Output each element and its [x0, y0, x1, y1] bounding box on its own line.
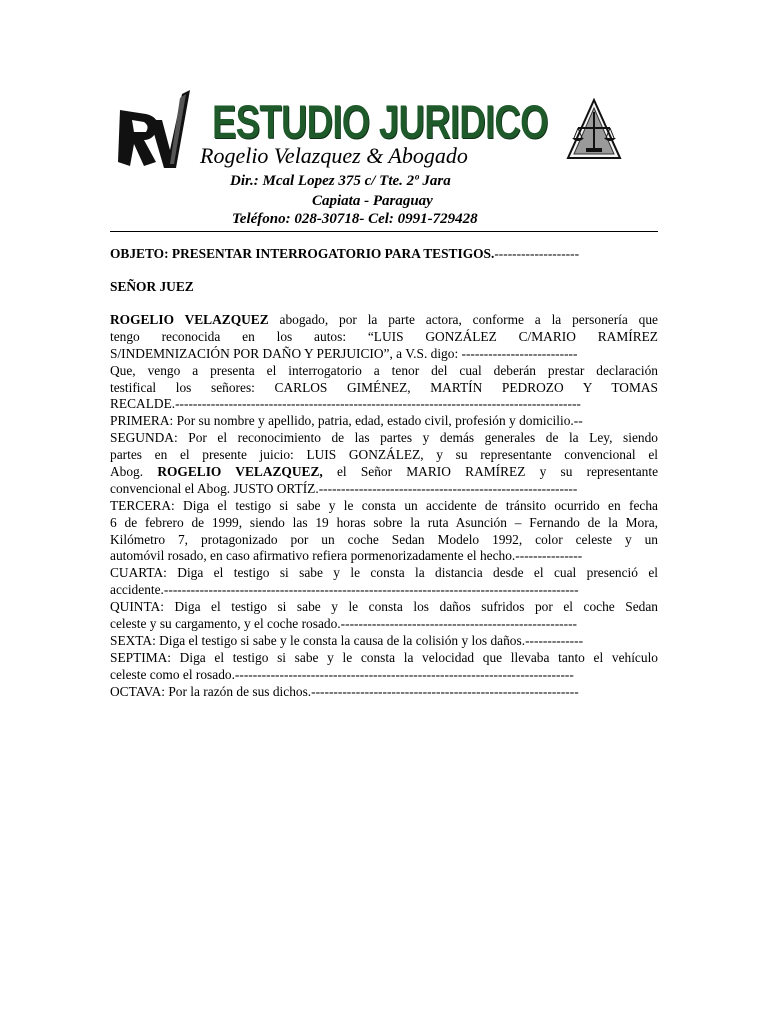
- line-text: convencional el Abog. JUSTO ORTÍZ.----------------------------------------------------------: [110, 480, 578, 496]
- line-text: celeste y su cargamento, y el coche rosado.-----------------------------------------------------: [110, 616, 577, 632]
- rv-logo: [116, 90, 194, 170]
- body-line: [110, 464, 658, 481]
- body-line: [110, 548, 658, 565]
- body-line: [110, 582, 658, 599]
- firm-subtitle: Rogelio Velazquez & Abogado: [200, 143, 468, 168]
- bold-name: ROGELIO VELAZQUEZ,: [157, 464, 323, 480]
- salutation: SEÑOR JUEZ: [110, 279, 194, 294]
- line-text: tengo reconocida en los autos: “LUIS GONZÁLEZ C/MARIO RAMÍREZ: [110, 328, 658, 344]
- line-text: SEPTIMA: Diga el testigo si sabe y le consta la velocidad que llevaba tanto el vehículo: [110, 649, 658, 665]
- line-text: SEXTA: Diga el testigo si sabe y le consta la causa de la colisión y los daños.-------------: [110, 632, 584, 648]
- line-text: celeste como el rosado.----------------------------------------------------------------------------: [110, 666, 574, 682]
- firm-address: Dir.: Mcal Lopez 375 c/ Tte. 2º Jara: [230, 173, 451, 189]
- body-line: [110, 447, 658, 464]
- body-line: [110, 650, 658, 667]
- body-line: [110, 616, 658, 633]
- body-line: [110, 667, 658, 684]
- subject-dashes: -------------------: [494, 246, 580, 261]
- line-text: CUARTA: Diga el testigo si sabe y le consta la distancia desde el cual presenció el: [110, 565, 658, 581]
- line-text: RECALDE.-------------------------------------------------------------------------------------------: [110, 396, 581, 412]
- body-line: [110, 413, 658, 430]
- body-line: [110, 380, 658, 397]
- line-text: 6 de febrero de 1999, siendo las 19 horas sobre la ruta Asunción – Fernando de la Mora,: [110, 514, 658, 530]
- firm-phones: Teléfono: 028-30718- Cel: 0991-729428: [232, 211, 478, 227]
- body-line: [110, 498, 658, 515]
- line-text: accidente.---------------------------------------------------------------------------------------------: [110, 582, 579, 598]
- line-text: testifical los señores: CARLOS GIMÉNEZ, MARTÍN PEDROZO Y TOMAS: [110, 379, 658, 395]
- body-line: [110, 312, 658, 329]
- line-text: OCTAVA: Por la razón de sus dichos.------------------------------------------------------------: [110, 683, 579, 699]
- line-text: SEGUNDA: Por el reconocimiento de las partes y demás generales de la Ley, siendo: [110, 430, 658, 446]
- scales-of-justice-icon: [566, 98, 622, 162]
- body-line: [110, 396, 658, 413]
- body-line: [110, 633, 658, 650]
- line-text: TERCERA: Diga el testigo si sabe y le consta un accidente de tránsito ocurrido en fecha: [110, 497, 658, 513]
- body-line: [110, 430, 658, 447]
- line-text: S/INDEMNIZACIÓN POR DAÑO Y PERJUICIO”, a V.S. digo: --------------------------: [110, 345, 578, 361]
- body-line: [110, 346, 658, 363]
- body-line: [110, 329, 658, 346]
- body-line: [110, 565, 658, 582]
- line-text: automóvil rosado, en caso afirmativo refiera pormenorizadamente el hecho.---------------: [110, 548, 583, 564]
- body-line: [110, 599, 658, 616]
- document-body: [110, 312, 658, 700]
- line-text: QUINTA: Diga el testigo si sabe y le consta los daños sufridos por el coche Sedan: [110, 599, 658, 615]
- body-line: [110, 363, 658, 380]
- subject-label: OBJETO: PRESENTAR INTERROGATORIO PARA TESTIGOS.: [110, 246, 495, 261]
- header-divider: [110, 231, 658, 232]
- bold-name: ROGELIO VELAZQUEZ: [110, 312, 269, 327]
- body-line: [110, 515, 658, 532]
- body-line: [110, 532, 658, 549]
- line-text: PRIMERA: Por su nombre y apellido, patria, edad, estado civil, profesión y domicilio.--: [110, 413, 583, 429]
- line-text: el Señor MARIO RAMÍREZ y su representante: [322, 464, 658, 480]
- line-text: Abog.: [110, 464, 158, 480]
- line-text: Kilómetro 7, protagonizado por un coche Sedan Modelo 1992, color celeste y un: [110, 531, 658, 547]
- line-text: abogado, por la parte actora, conforme a la personería que: [268, 312, 658, 327]
- firm-city: Capiata - Paraguay: [312, 193, 433, 209]
- document-subject: [110, 246, 658, 263]
- body-line: [110, 481, 658, 498]
- line-text: partes en el presente juicio: LUIS GONZÁLEZ, y su representante convencional el: [110, 447, 658, 463]
- firm-title: ESTUDIO JURIDICO: [212, 95, 548, 148]
- body-line: [110, 684, 658, 701]
- line-text: Que, vengo a presenta el interrogatorio a tenor del cual deberán prestar declaración: [110, 362, 658, 378]
